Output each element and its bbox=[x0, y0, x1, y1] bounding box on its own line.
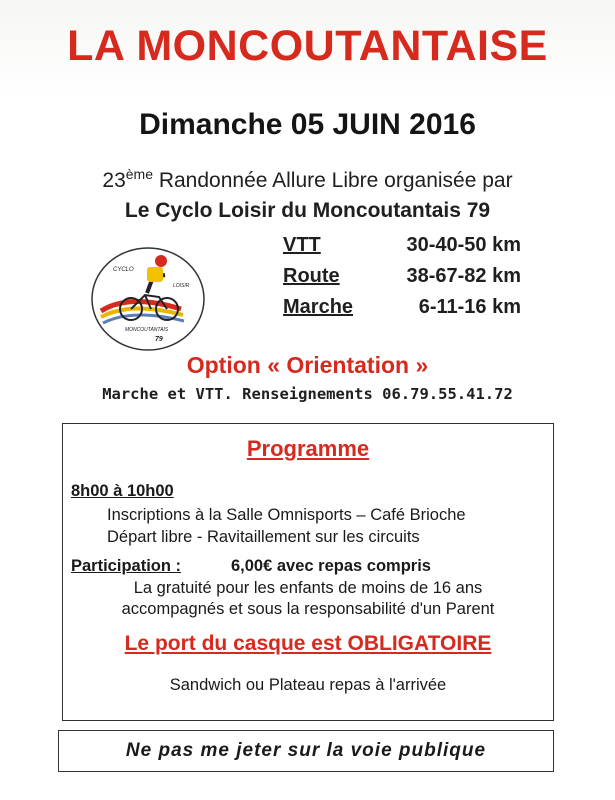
event-date: Dimanche 05 JUIN 2016 bbox=[139, 108, 476, 141]
helmet-notice: Le port du casque est OBLIGATOIRE bbox=[124, 632, 492, 655]
event-title: LA MONCOUTANTAISE bbox=[67, 22, 548, 70]
participation-label: Participation : bbox=[71, 557, 182, 575]
club-name: Le Cyclo Loisir du Moncoutantais 79 bbox=[124, 199, 491, 222]
option-info: Marche et VTT. Renseignements 06.79.55.41.72 bbox=[102, 385, 513, 403]
route-name: VTT bbox=[283, 234, 321, 256]
routes-list bbox=[283, 232, 543, 325]
footer-box bbox=[58, 730, 554, 772]
route-row-route bbox=[283, 263, 543, 294]
logo-text-bottom: MONCOUTANTAIS bbox=[125, 327, 169, 333]
logo-text-right: LOISIR bbox=[173, 283, 190, 289]
route-name: Marche bbox=[283, 296, 354, 318]
option-title: Option « Orientation » bbox=[186, 352, 429, 378]
cyclist-logo-icon bbox=[89, 245, 207, 353]
registration-line: Inscriptions à la Salle Omnisports – Café Brioche bbox=[107, 506, 466, 524]
route-distances: 38-67-82 km bbox=[406, 265, 521, 287]
logo-text-top: CYCLO bbox=[113, 267, 134, 273]
logo-text-num: 79 bbox=[155, 336, 163, 343]
edition-text: Randonnée Allure Libre organisée par bbox=[153, 169, 513, 192]
departure-line: Départ libre - Ravitaillement sur les circuits bbox=[107, 528, 420, 546]
programme-box bbox=[62, 423, 554, 721]
meal-line: Sandwich ou Plateau repas à l'arrivée bbox=[169, 676, 447, 694]
route-row-vtt bbox=[283, 232, 543, 263]
footer-notice: Ne pas me jeter sur la voie publique bbox=[125, 740, 487, 761]
free-entry-line-1: La gratuité pour les enfants de moins de 16 ans bbox=[133, 579, 483, 597]
participation-price: 6,00€ avec repas compris bbox=[231, 557, 431, 575]
edition-subtitle bbox=[0, 166, 615, 193]
edition-suffix: ème bbox=[125, 166, 153, 182]
route-distances: 30-40-50 km bbox=[406, 234, 521, 256]
programme-title: Programme bbox=[246, 436, 370, 461]
edition-number: 23 bbox=[102, 169, 126, 192]
free-entry-line-2: accompagnés et sous la responsabilité d'un Parent bbox=[121, 600, 495, 618]
time-label: 8h00 à 10h00 bbox=[71, 482, 174, 500]
route-row-marche bbox=[283, 294, 543, 325]
route-distances: 6-11-16 km bbox=[418, 296, 521, 318]
route-name: Route bbox=[283, 265, 340, 287]
